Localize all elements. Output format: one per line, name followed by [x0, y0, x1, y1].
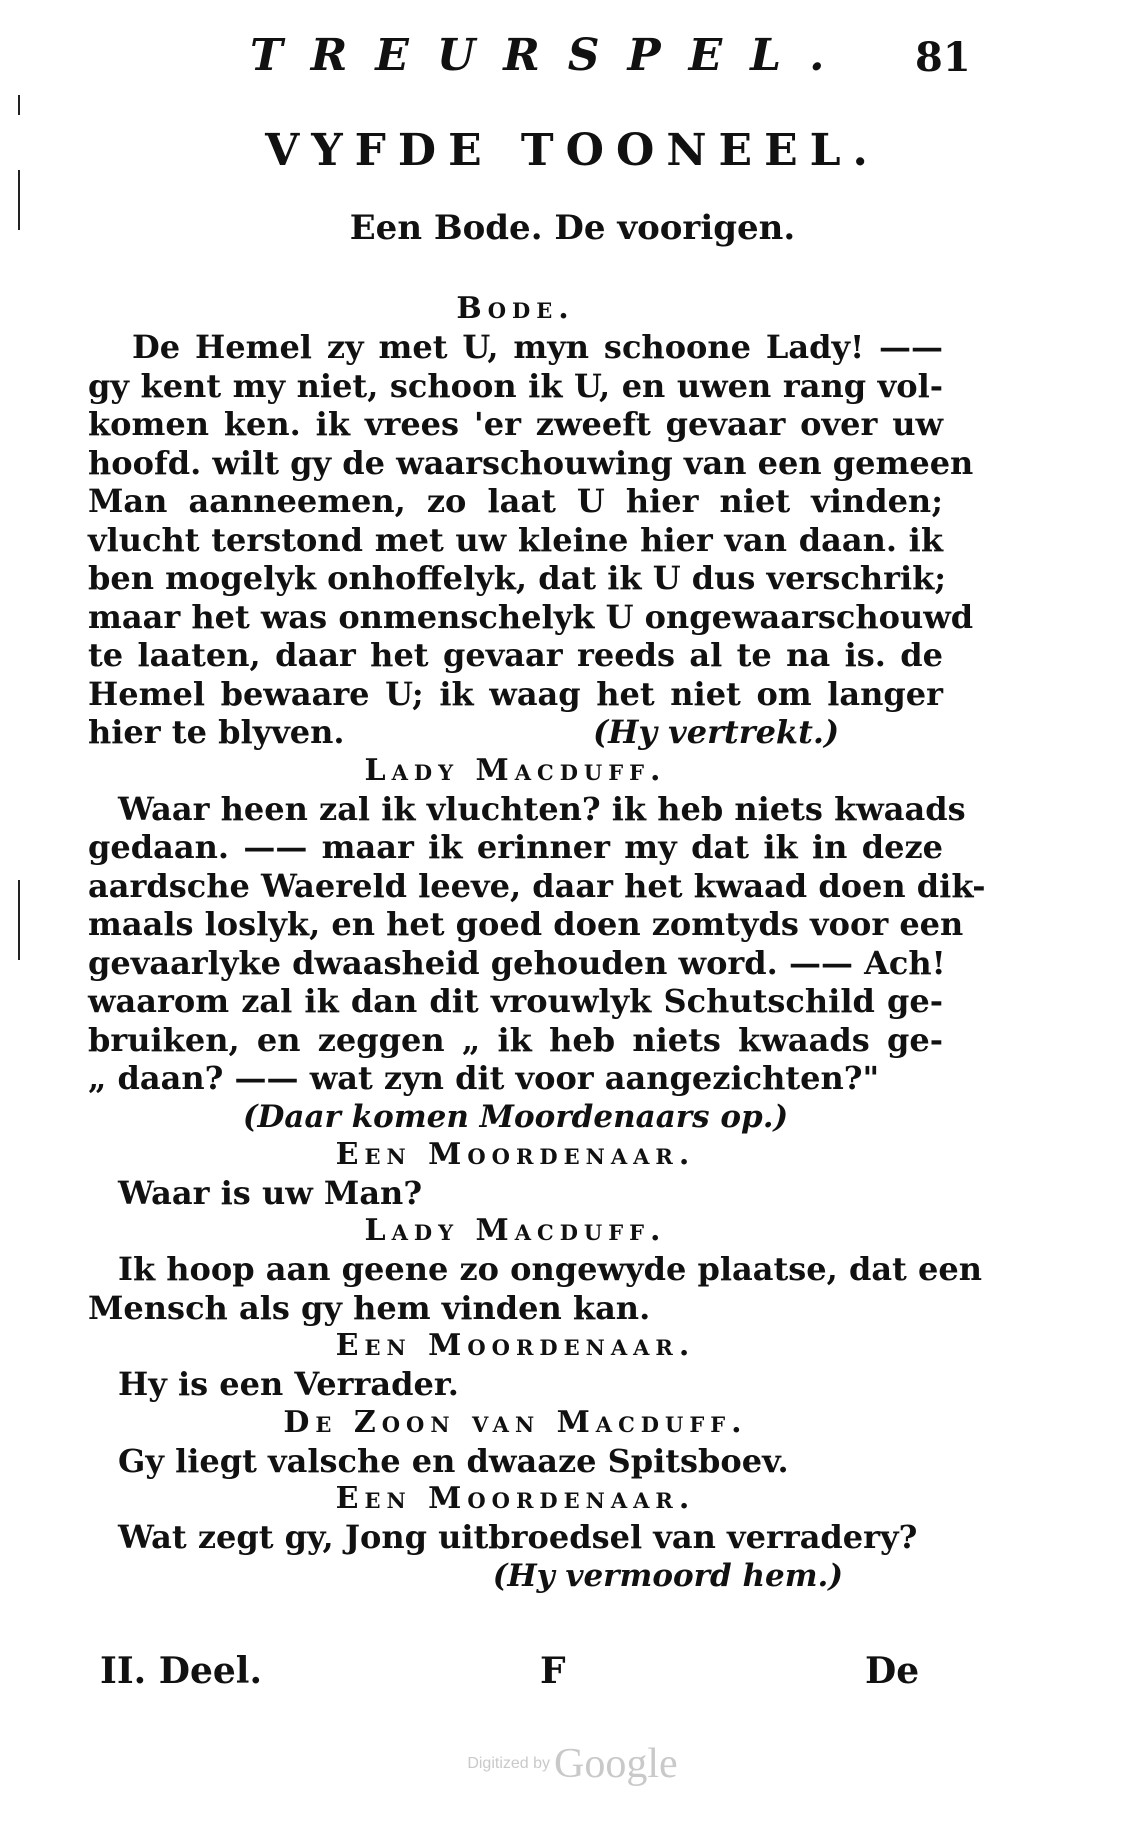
speaker-heading: Lady Macduff.	[364, 752, 667, 788]
text-line: Mensch als gy hem vinden kan.	[88, 1288, 651, 1327]
running-title: TREURSPEL.	[250, 30, 853, 81]
signature-mark: II. Deel.	[100, 1650, 262, 1692]
text-line: gy kent my niet, schoon ik U, en uwen rang vol-	[88, 366, 943, 405]
gathering-signature: F	[540, 1650, 566, 1692]
speech-paragraph	[88, 1442, 943, 1481]
text-line: Wat zegt gy, Jong uitbroedsel van verradery?	[118, 1518, 918, 1556]
text-line: Man aanneemen, zo laat U hier niet vinden;	[88, 482, 943, 520]
text-line: bruiken, en zeggen „ ik heb niets kwaads ge-	[88, 1020, 943, 1059]
speaker-heading: De Zoon van Macduff.	[283, 1404, 748, 1440]
text-line: maar het was onmenschelyk U ongewaarschouwd	[88, 597, 974, 636]
text-line: hoofd. wilt gy de waarschouwing van een gemeen	[88, 443, 974, 482]
text-line: gedaan. —— maar ik erinner my dat ik in deze	[88, 828, 943, 866]
text-line: Hemel bewaare U; ik waag het niet om langer	[88, 674, 943, 713]
margin-scan-mark	[18, 170, 20, 230]
speaker-heading: Een Moordenaar.	[335, 1136, 696, 1172]
digitization-watermark	[0, 1740, 1145, 1788]
text-line: Waar is uw Man?	[118, 1173, 423, 1212]
text-line: De Hemel zy met U, myn schoone Lady! ——	[132, 328, 943, 366]
text-line: te laaten, daar het gevaar reeds al te na is. de	[88, 636, 943, 674]
scene-dramatis-personae: Een Bode. De voorigen.	[349, 208, 796, 248]
text-line: Gy liegt valsche en dwaaze Spitsboev.	[118, 1441, 789, 1480]
text-line: aardsche Waereld leeve, daar het kwaad doen dik-	[88, 866, 986, 905]
margin-scan-mark	[18, 880, 20, 960]
watermark-prefix: Digitized by	[467, 1755, 551, 1772]
stage-direction: (Hy vermoord hem.)	[492, 1557, 843, 1594]
stage-direction: (Daar komen Moordenaars op.)	[242, 1098, 789, 1135]
text-line: Waar heen zal ik vluchten? ik heb niets kwaads	[118, 789, 966, 828]
page-number: 81	[915, 34, 971, 81]
text-block-bode	[88, 290, 986, 1595]
scene-title: VYFDE TOONEEL.	[265, 125, 880, 176]
page-header	[0, 30, 1145, 90]
text-line: gevaarlyke dwaasheid gehouden word. —— Ach!	[88, 943, 946, 982]
speaker-heading: Een Moordenaar.	[335, 1328, 696, 1363]
speech-text: hier te blyven.	[88, 713, 345, 751]
speech-paragraph	[88, 789, 986, 1098]
speaker-heading: Lady Macduff.	[364, 1213, 667, 1248]
speaker-heading: Een Moordenaar.	[335, 1481, 696, 1516]
speaker-heading: Bode.	[456, 291, 575, 326]
speech-paragraph	[88, 1365, 943, 1404]
watermark-brand: Google	[554, 1741, 678, 1787]
speech-paragraph	[88, 1174, 943, 1213]
speech-paragraph	[88, 328, 974, 752]
text-line: vlucht terstond met uw kleine hier van daan. ik	[88, 520, 943, 559]
catchword: De	[865, 1650, 920, 1692]
page-footer	[100, 1650, 960, 1700]
stage-direction: (Hy vertrekt.)	[593, 713, 840, 751]
text-line: „ daan? —— wat zyn dit voor aangezichten?"	[88, 1059, 880, 1097]
text-line	[88, 713, 943, 752]
text-line: waarom zal ik dan dit vrouwlyk Schutschild ge-	[88, 982, 943, 1020]
margin-scan-mark	[18, 95, 20, 115]
speech-paragraph	[88, 1250, 982, 1327]
text-line: komen ken. ik vrees 'er zweeft gevaar over uw	[88, 405, 943, 443]
text-line: Hy is een Verrader.	[118, 1365, 459, 1403]
speech-paragraph	[88, 1518, 943, 1557]
text-line: ben mogelyk onhoffelyk, dat ik U dus verschrik;	[88, 559, 947, 597]
text-line: Ik hoop aan geene zo ongewyde plaatse, dat een	[118, 1250, 982, 1288]
text-line: maals loslyk, en het goed doen zomtyds voor een	[88, 905, 964, 943]
